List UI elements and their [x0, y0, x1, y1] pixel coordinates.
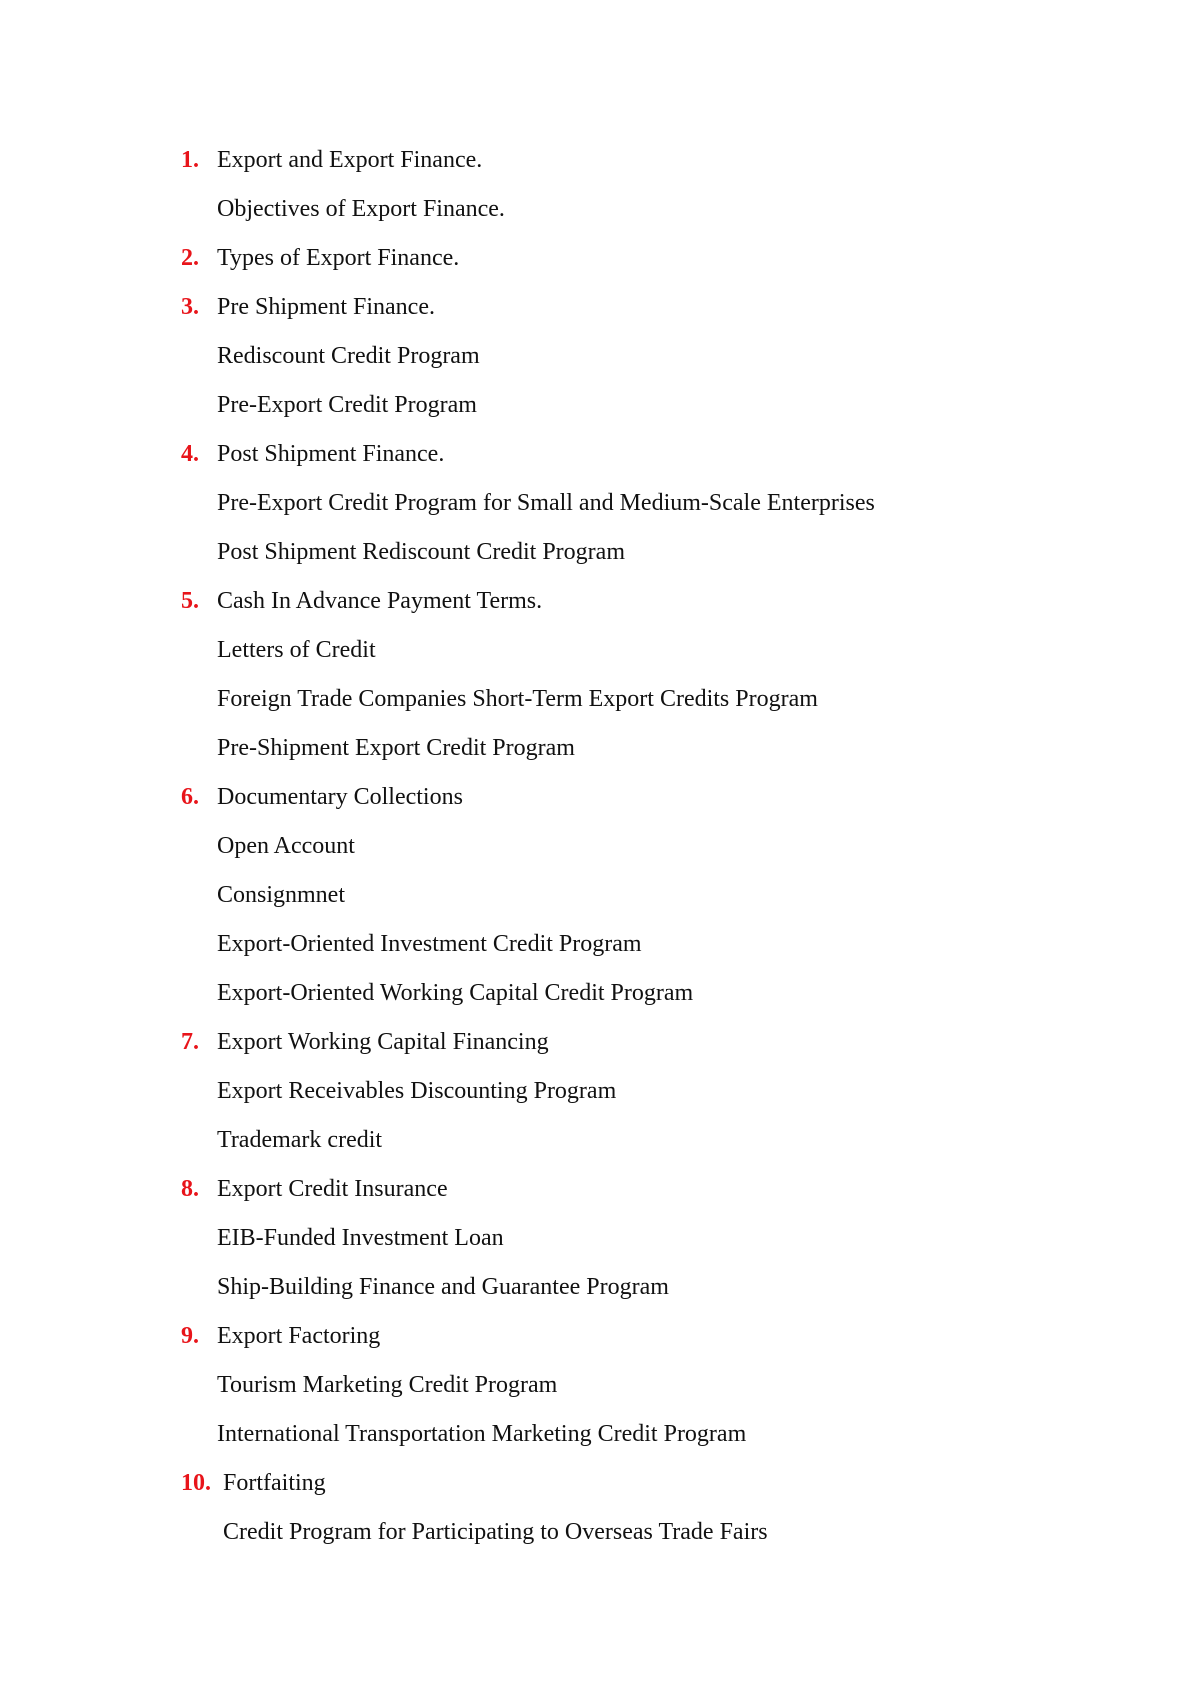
- item-number: 1.: [181, 147, 199, 173]
- toc-subitem: [0, 724, 1200, 773]
- toc-subitem: [0, 1067, 1200, 1116]
- toc-subitem: [0, 822, 1200, 871]
- item-text: Trademark credit: [217, 1127, 383, 1153]
- item-text: Pre Shipment Finance.: [217, 294, 435, 320]
- toc-item-10: [0, 1459, 1200, 1508]
- item-text: Consignmnet: [217, 882, 346, 908]
- item-text: EIB-Funded Investment Loan: [217, 1225, 504, 1251]
- item-number: 3.: [181, 294, 199, 320]
- toc-subitem: [0, 626, 1200, 675]
- toc-subitem: [0, 1410, 1200, 1459]
- toc-subitem: [0, 479, 1200, 528]
- item-text: Letters of Credit: [217, 637, 376, 663]
- item-number: 9.: [181, 1323, 199, 1349]
- toc-subitem: [0, 332, 1200, 381]
- toc-subitem: [0, 185, 1200, 234]
- toc-subitem: [0, 1214, 1200, 1263]
- item-text: Open Account: [217, 833, 355, 859]
- item-text: Credit Program for Participating to Overseas Trade Fairs: [223, 1519, 768, 1545]
- item-text: Export and Export Finance.: [217, 147, 483, 173]
- item-text: Cash In Advance Payment Terms.: [217, 588, 543, 614]
- item-text: Pre-Shipment Export Credit Program: [217, 735, 575, 761]
- toc-subitem: [0, 871, 1200, 920]
- toc-subitem: [0, 920, 1200, 969]
- item-number: 8.: [181, 1176, 199, 1202]
- toc-item-8: [0, 1165, 1200, 1214]
- toc-subitem: [0, 675, 1200, 724]
- toc-item-7: [0, 1018, 1200, 1067]
- item-text: Rediscount Credit Program: [217, 343, 480, 369]
- toc-subitem: [0, 969, 1200, 1018]
- item-text: Export Credit Insurance: [217, 1176, 448, 1202]
- toc-item-1: [0, 136, 1200, 185]
- item-text: Tourism Marketing Credit Program: [217, 1372, 558, 1398]
- toc-item-2: [0, 234, 1200, 283]
- item-text: Export-Oriented Investment Credit Program: [217, 931, 642, 957]
- table-of-contents: [0, 136, 1200, 1557]
- item-text: Post Shipment Finance.: [217, 441, 445, 467]
- toc-item-9: [0, 1312, 1200, 1361]
- item-text: Export Working Capital Financing: [217, 1029, 549, 1055]
- toc-subitem: [0, 1263, 1200, 1312]
- toc-item-4: [0, 430, 1200, 479]
- toc-subitem: [0, 1508, 1200, 1557]
- item-number: 2.: [181, 245, 199, 271]
- item-number: 5.: [181, 588, 199, 614]
- item-text: Pre-Export Credit Program for Small and Medium-Scale Enterprises: [217, 490, 875, 516]
- item-text: International Transportation Marketing Credit Program: [217, 1421, 747, 1447]
- item-text: Export Receivables Discounting Program: [217, 1078, 617, 1104]
- item-text: Objectives of Export Finance.: [217, 196, 505, 222]
- item-number: 7.: [181, 1029, 199, 1055]
- item-text: Export Factoring: [217, 1323, 381, 1349]
- item-text: Export-Oriented Working Capital Credit Program: [217, 980, 694, 1006]
- toc-subitem: [0, 1116, 1200, 1165]
- toc-subitem: [0, 1361, 1200, 1410]
- toc-item-6: [0, 773, 1200, 822]
- item-number: 4.: [181, 441, 199, 467]
- item-text: Foreign Trade Companies Short-Term Export Credits Program: [217, 686, 818, 712]
- item-text: Ship-Building Finance and Guarantee Program: [217, 1274, 669, 1300]
- item-number: 10.: [181, 1470, 211, 1496]
- item-text: Fortfaiting: [223, 1470, 326, 1496]
- item-text: Pre-Export Credit Program: [217, 392, 477, 418]
- item-text: Post Shipment Rediscount Credit Program: [217, 539, 625, 565]
- item-text: Documentary Collections: [217, 784, 463, 810]
- item-number: 6.: [181, 784, 199, 810]
- toc-item-5: [0, 577, 1200, 626]
- toc-subitem: [0, 528, 1200, 577]
- toc-subitem: [0, 381, 1200, 430]
- toc-item-3: [0, 283, 1200, 332]
- item-text: Types of Export Finance.: [217, 245, 460, 271]
